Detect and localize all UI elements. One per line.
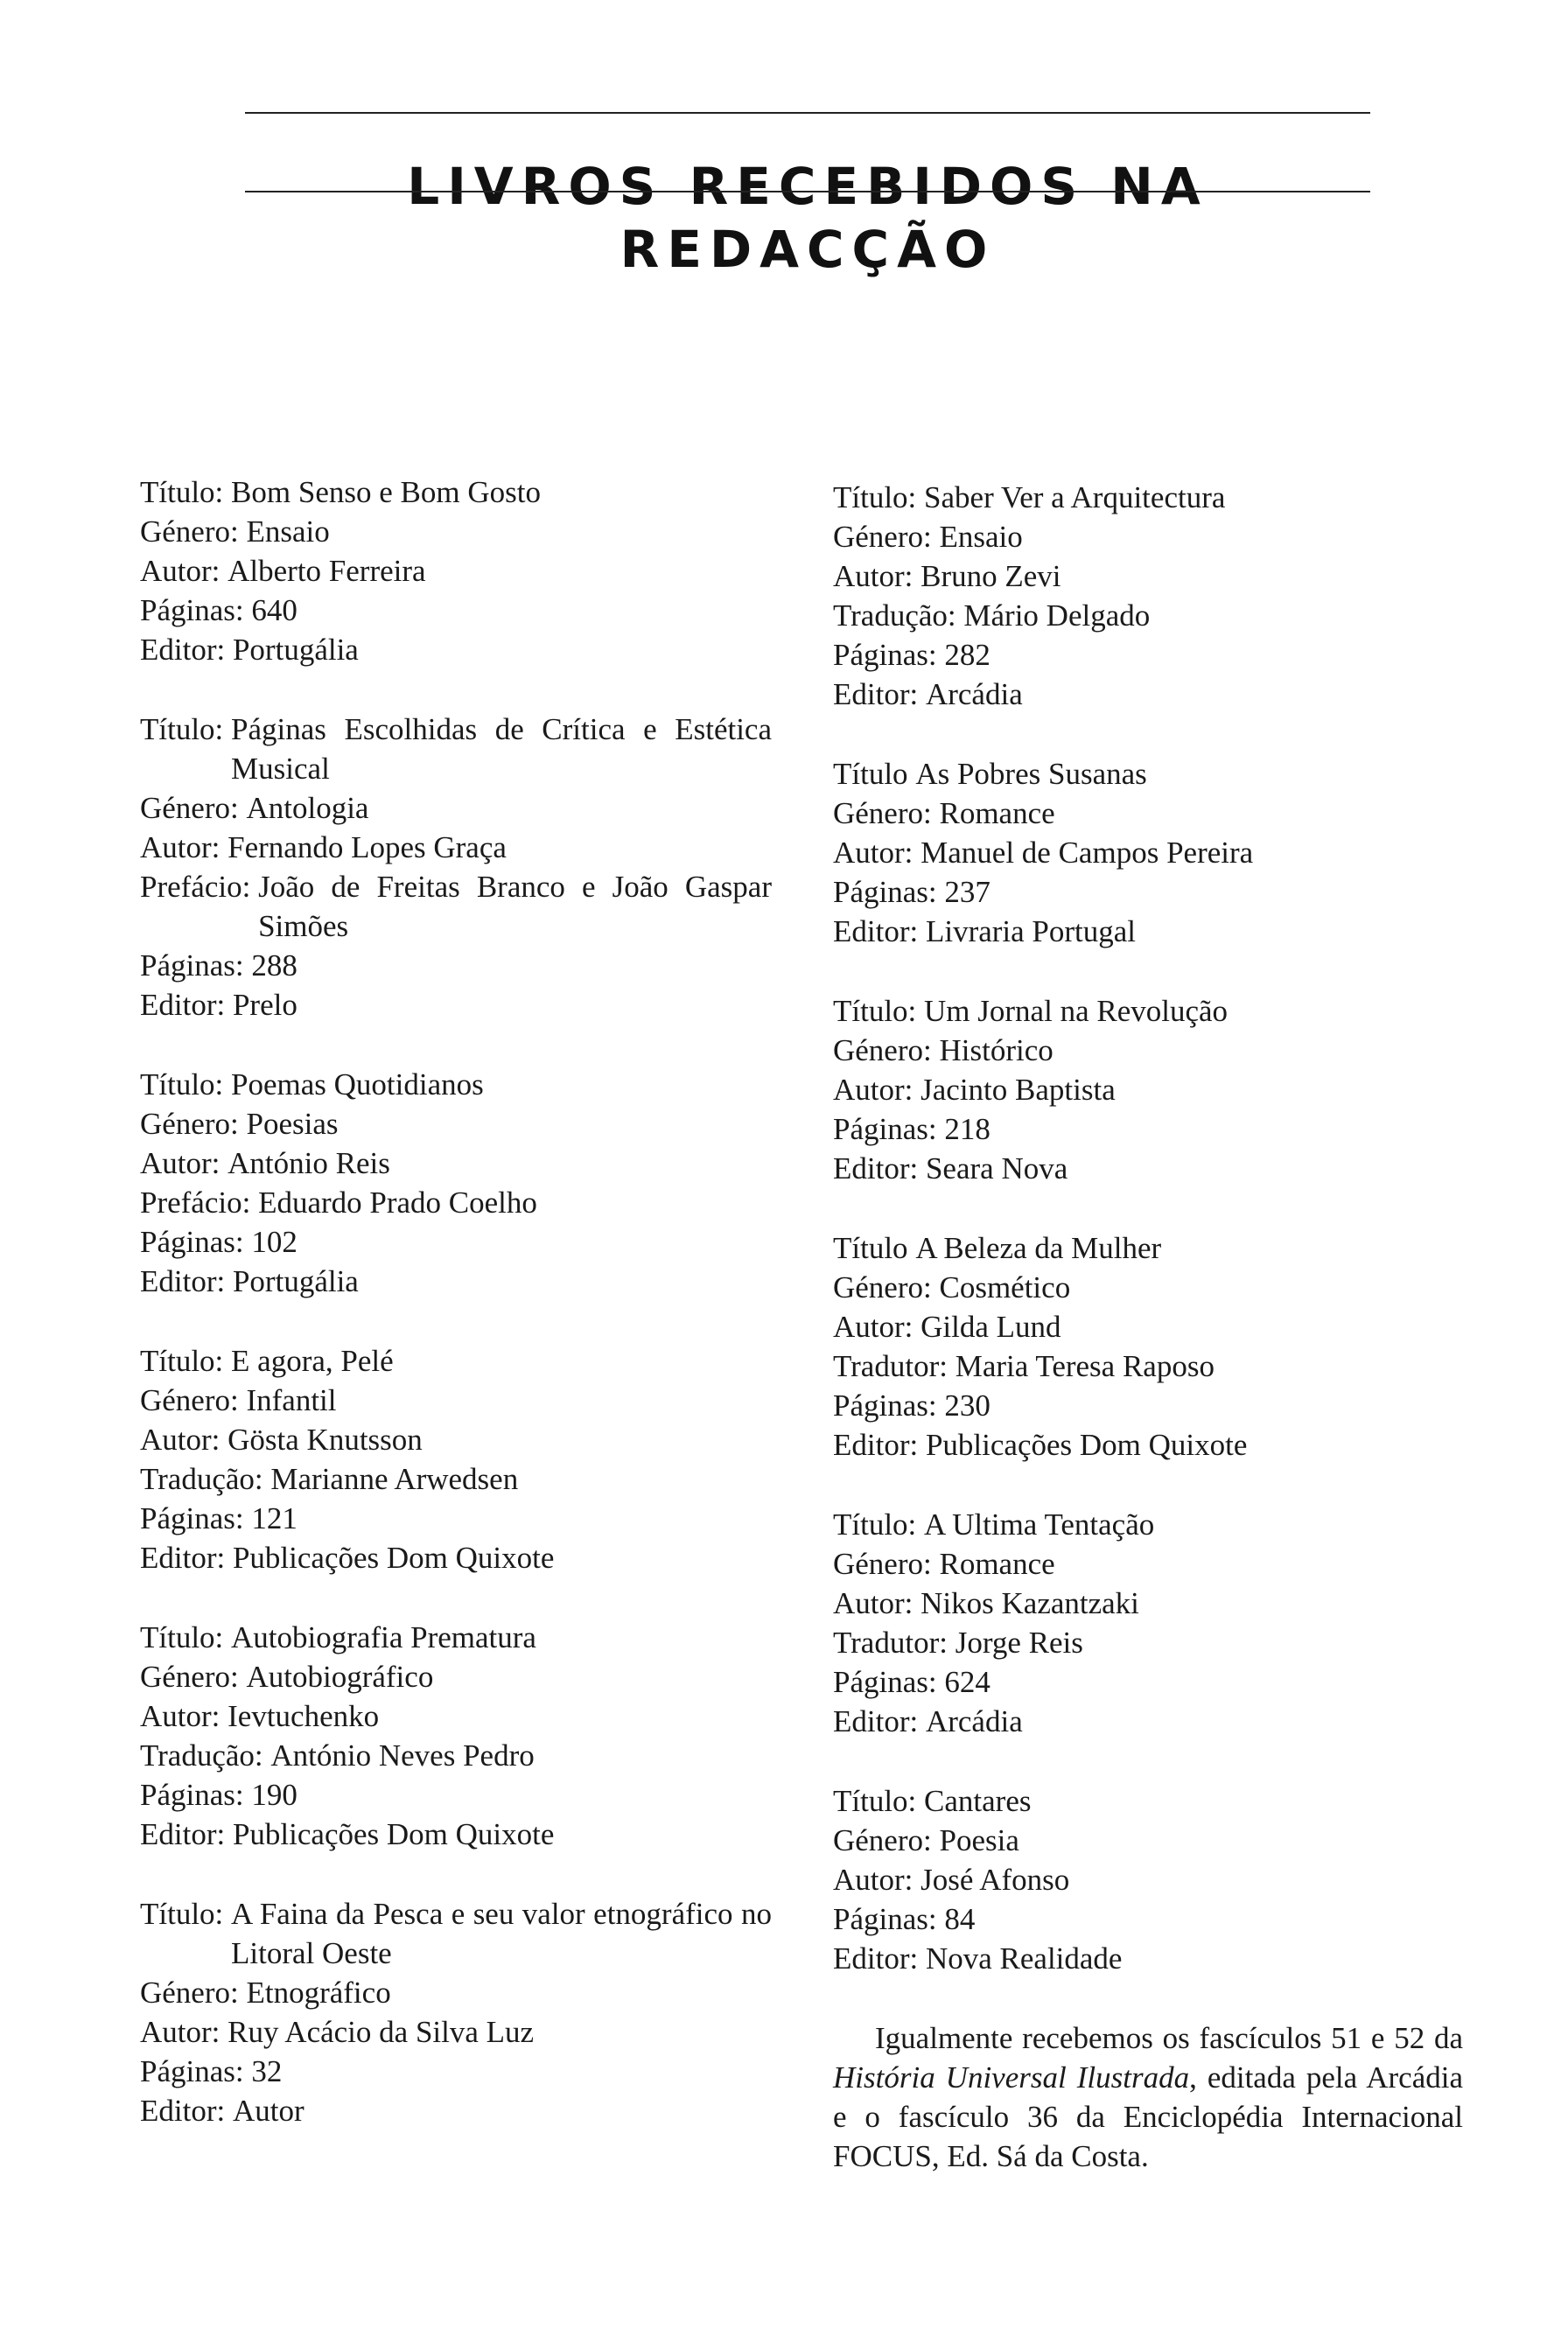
field-label: Autor: bbox=[140, 2015, 220, 2049]
field-value: 121 bbox=[251, 1501, 298, 1535]
entry-field bbox=[833, 872, 1463, 912]
field-label: Tradução: bbox=[140, 1738, 263, 1773]
entry-field bbox=[140, 828, 772, 867]
entry-field bbox=[833, 991, 1463, 1031]
entry-field bbox=[833, 1623, 1463, 1662]
entry-field bbox=[833, 1386, 1463, 1425]
field-value: Cantares bbox=[924, 1784, 1032, 1818]
book-entry bbox=[140, 1618, 772, 1854]
entry-field bbox=[833, 1109, 1463, 1149]
field-value: Infantil bbox=[246, 1383, 337, 1417]
field-label: Título: bbox=[140, 475, 224, 509]
field-label: Páginas: bbox=[140, 2054, 244, 2088]
entry-field bbox=[140, 1499, 772, 1538]
entry-field bbox=[140, 2052, 772, 2091]
field-value: A Ultima Tentação bbox=[924, 1507, 1155, 1542]
field-value: Seara Nova bbox=[925, 1151, 1068, 1185]
field-label: Tradução: bbox=[140, 1462, 263, 1496]
field-label: Género: bbox=[833, 1270, 932, 1304]
field-label: Título: bbox=[833, 994, 917, 1028]
entry-field bbox=[140, 1973, 772, 2012]
field-label: Editor: bbox=[140, 1541, 226, 1575]
right-entries bbox=[833, 478, 1463, 1978]
field-label: Título: bbox=[140, 1620, 224, 1654]
entry-field bbox=[833, 1860, 1463, 1899]
entry-field bbox=[140, 1065, 772, 1104]
field-value: 288 bbox=[251, 948, 298, 983]
book-entry bbox=[140, 1341, 772, 1577]
field-value: Publicações Dom Quixote bbox=[232, 1817, 555, 1851]
field-value: Nikos Kazantzaki bbox=[920, 1586, 1139, 1620]
field-label: Género: bbox=[833, 1823, 932, 1857]
entry-field bbox=[833, 833, 1463, 872]
book-entry bbox=[833, 1228, 1463, 1465]
book-entry bbox=[140, 472, 772, 669]
field-label: Páginas: bbox=[140, 948, 244, 983]
entry-field bbox=[833, 675, 1463, 714]
field-value: 190 bbox=[251, 1778, 298, 1812]
field-value: Um Jornal na Revolução bbox=[924, 994, 1228, 1028]
field-value: Fernando Lopes Graça bbox=[228, 830, 507, 864]
entry-field bbox=[140, 1144, 772, 1183]
field-value: 282 bbox=[944, 638, 990, 672]
field-value: 218 bbox=[944, 1112, 990, 1146]
field-label: Editor: bbox=[833, 677, 919, 711]
heading-rule-bottom bbox=[245, 191, 1370, 192]
field-label: Autor: bbox=[140, 554, 220, 588]
entry-field bbox=[833, 1425, 1463, 1465]
field-label: Autor: bbox=[140, 1699, 220, 1733]
entry-field bbox=[140, 630, 772, 669]
field-label: Tradução: bbox=[833, 598, 956, 633]
field-value: 84 bbox=[944, 1902, 976, 1936]
entry-field bbox=[140, 1696, 772, 1736]
field-label: Título: bbox=[140, 1344, 224, 1378]
field-label: Género: bbox=[833, 796, 932, 830]
closing-note-title: História Universal Ilustrada bbox=[833, 2060, 1190, 2095]
field-value: 624 bbox=[944, 1665, 990, 1699]
entry-field bbox=[833, 1544, 1463, 1584]
entry-field bbox=[833, 912, 1463, 951]
field-value: António Reis bbox=[228, 1146, 390, 1180]
field-value: Arcádia bbox=[925, 1704, 1023, 1738]
field-value: Bom Senso e Bom Gosto bbox=[231, 475, 541, 509]
entry-field bbox=[833, 556, 1463, 596]
field-label: Editor: bbox=[140, 1817, 226, 1851]
entry-field bbox=[833, 1781, 1463, 1821]
book-entry bbox=[833, 754, 1463, 951]
entry-field bbox=[140, 2012, 772, 2052]
entry-field bbox=[140, 867, 772, 946]
field-label: Género: bbox=[833, 520, 932, 554]
field-label: Editor: bbox=[833, 1941, 919, 1976]
field-value: E agora, Pelé bbox=[231, 1344, 394, 1378]
entry-field bbox=[140, 1420, 772, 1459]
field-value: 237 bbox=[944, 875, 990, 909]
field-label: Autor: bbox=[140, 1423, 220, 1457]
entry-field bbox=[833, 1939, 1463, 1978]
field-value: Alberto Ferreira bbox=[228, 554, 426, 588]
field-label: Autor: bbox=[833, 1863, 914, 1897]
field-value: Portugália bbox=[232, 633, 359, 667]
page-title: LIVROS RECEBIDOS NA REDACÇÃO bbox=[407, 156, 1208, 279]
field-label: Autor: bbox=[140, 1146, 220, 1180]
field-label: Autor: bbox=[833, 836, 914, 870]
field-value: Autor bbox=[232, 2094, 304, 2128]
entry-field bbox=[140, 788, 772, 828]
entry-field bbox=[833, 1702, 1463, 1741]
field-label: Autor: bbox=[833, 1310, 914, 1344]
field-value: Poemas Quotidianos bbox=[231, 1067, 484, 1102]
field-label: Título: bbox=[833, 1784, 917, 1818]
entry-field bbox=[140, 1381, 772, 1420]
entry-field bbox=[140, 1775, 772, 1815]
field-label: Editor: bbox=[140, 2094, 226, 2128]
field-label: Páginas: bbox=[833, 1112, 937, 1146]
book-entry bbox=[140, 1065, 772, 1301]
field-label: Prefácio: bbox=[140, 870, 251, 904]
entry-field bbox=[140, 512, 772, 551]
entry-field bbox=[140, 472, 772, 512]
entry-field bbox=[833, 1899, 1463, 1939]
entry-field bbox=[833, 1505, 1463, 1544]
field-label: Título: bbox=[140, 712, 224, 746]
field-label: Autor: bbox=[833, 1586, 914, 1620]
field-value: Ensaio bbox=[939, 520, 1023, 554]
field-label: Género: bbox=[833, 1033, 932, 1067]
field-value: João de Freitas Branco e João Gaspar Simões bbox=[258, 870, 772, 943]
entry-field bbox=[140, 1618, 772, 1657]
entry-field bbox=[140, 985, 772, 1025]
field-label: Género: bbox=[833, 1547, 932, 1581]
entry-field bbox=[833, 794, 1463, 833]
field-value: Saber Ver a Arquitectura bbox=[924, 480, 1226, 514]
field-value: Gösta Knutsson bbox=[228, 1423, 423, 1457]
book-entry bbox=[140, 710, 772, 1025]
book-entry bbox=[833, 478, 1463, 714]
entry-field bbox=[140, 1183, 772, 1222]
book-entry bbox=[833, 991, 1463, 1188]
field-label: Género: bbox=[140, 514, 239, 549]
entry-field bbox=[140, 1657, 772, 1696]
field-label: Páginas: bbox=[140, 1501, 244, 1535]
field-label: Páginas: bbox=[833, 638, 937, 672]
field-label: Tradutor: bbox=[833, 1626, 948, 1660]
field-label: Tradutor: bbox=[833, 1349, 948, 1383]
field-label: Editor: bbox=[833, 914, 919, 948]
field-label: Género: bbox=[140, 1383, 239, 1417]
field-value: Poesias bbox=[246, 1107, 339, 1141]
closing-note bbox=[833, 2018, 1463, 2176]
field-label: Título: bbox=[833, 1507, 917, 1542]
field-value: Poesia bbox=[939, 1823, 1019, 1857]
field-value: Eduardo Prado Coelho bbox=[258, 1185, 537, 1220]
entry-field bbox=[140, 1815, 772, 1854]
field-value: As Pobres Susanas bbox=[915, 757, 1147, 791]
field-value: A Beleza da Mulher bbox=[915, 1231, 1162, 1265]
field-value: Marianne Arwedsen bbox=[270, 1462, 519, 1496]
field-label: Título: bbox=[140, 1897, 224, 1931]
field-value: 32 bbox=[251, 2054, 283, 2088]
entry-field bbox=[833, 754, 1463, 794]
field-value: Jorge Reis bbox=[955, 1626, 1083, 1660]
field-value: 102 bbox=[251, 1225, 298, 1259]
field-value: Publicações Dom Quixote bbox=[925, 1428, 1248, 1462]
field-value: Maria Teresa Raposo bbox=[955, 1349, 1214, 1383]
field-label: Editor: bbox=[833, 1704, 919, 1738]
field-value: António Neves Pedro bbox=[270, 1738, 535, 1773]
field-label: Editor: bbox=[140, 633, 226, 667]
field-value: 230 bbox=[944, 1388, 990, 1423]
field-label: Páginas: bbox=[140, 1778, 244, 1812]
book-entry bbox=[833, 1781, 1463, 1978]
entry-field bbox=[833, 596, 1463, 635]
field-value: 640 bbox=[251, 593, 298, 627]
entry-field bbox=[833, 1268, 1463, 1307]
entry-field bbox=[833, 1070, 1463, 1109]
field-label: Editor: bbox=[140, 988, 226, 1022]
field-label: Título bbox=[833, 757, 908, 791]
book-entry bbox=[833, 1505, 1463, 1741]
entry-field bbox=[140, 1894, 772, 1973]
field-value: Publicações Dom Quixote bbox=[232, 1541, 555, 1575]
field-value: Autobiografia Prematura bbox=[231, 1620, 536, 1654]
field-label: Género: bbox=[140, 1976, 239, 2010]
field-label: Título: bbox=[140, 1067, 224, 1102]
field-value: Arcádia bbox=[925, 677, 1023, 711]
field-label: Género: bbox=[140, 791, 239, 825]
entry-field bbox=[833, 1031, 1463, 1070]
field-value: Ruy Acácio da Silva Luz bbox=[228, 2015, 535, 2049]
entry-field bbox=[833, 1662, 1463, 1702]
field-label: Autor: bbox=[833, 559, 914, 593]
entry-field bbox=[140, 1538, 772, 1577]
field-value: José Afonso bbox=[920, 1863, 1070, 1897]
field-value: Livraria Portugal bbox=[925, 914, 1137, 948]
field-label: Páginas: bbox=[833, 1388, 937, 1423]
field-label: Autor: bbox=[140, 830, 220, 864]
field-value: Jacinto Baptista bbox=[920, 1073, 1116, 1107]
heading-rule-top bbox=[245, 112, 1370, 114]
entry-field bbox=[140, 1459, 772, 1499]
entry-field bbox=[140, 710, 772, 788]
field-label: Páginas: bbox=[833, 1665, 937, 1699]
field-value: Ensaio bbox=[246, 514, 330, 549]
field-value: Prelo bbox=[232, 988, 298, 1022]
field-label: Prefácio: bbox=[140, 1185, 251, 1220]
field-label: Editor: bbox=[833, 1428, 919, 1462]
entry-field bbox=[833, 635, 1463, 675]
field-label: Género: bbox=[140, 1660, 239, 1694]
entry-field bbox=[140, 1222, 772, 1262]
field-value: Ievtuchenko bbox=[228, 1699, 380, 1733]
field-value: Cosmético bbox=[939, 1270, 1071, 1304]
field-label: Páginas: bbox=[140, 593, 244, 627]
field-value: Bruno Zevi bbox=[920, 559, 1061, 593]
right-column bbox=[833, 478, 1463, 2207]
field-label: Autor: bbox=[833, 1073, 914, 1107]
entry-field bbox=[833, 1821, 1463, 1860]
book-entry bbox=[140, 1894, 772, 2130]
field-value: Portugália bbox=[232, 1264, 359, 1298]
entry-field bbox=[833, 1584, 1463, 1623]
entry-field bbox=[140, 551, 772, 591]
entry-field bbox=[140, 591, 772, 630]
field-value: Páginas Escolhidas de Crítica e Estética Musical bbox=[231, 712, 772, 786]
field-value: Gilda Lund bbox=[920, 1310, 1061, 1344]
field-value: Autobiográfico bbox=[246, 1660, 434, 1694]
field-label: Editor: bbox=[140, 1264, 226, 1298]
field-label: Páginas: bbox=[140, 1225, 244, 1259]
closing-note-text-2: , editada pela Arcádia e o fascículo 36 da Enciclopédia Internacional FOCUS, Ed. Sá da Costa. bbox=[833, 2060, 1463, 2173]
entry-field bbox=[833, 1307, 1463, 1346]
field-label: Editor: bbox=[833, 1151, 919, 1185]
field-value: Histórico bbox=[939, 1033, 1054, 1067]
left-column bbox=[140, 472, 772, 2171]
field-label: Título: bbox=[833, 480, 917, 514]
entry-field bbox=[833, 1346, 1463, 1386]
entry-field bbox=[833, 517, 1463, 556]
closing-note-text-1: Igualmente recebemos os fascículos 51 e 52 da bbox=[875, 2021, 1463, 2055]
entry-field bbox=[140, 1104, 772, 1144]
field-value: Mário Delgado bbox=[963, 598, 1151, 633]
entry-field bbox=[140, 1736, 772, 1775]
entry-field bbox=[140, 1341, 772, 1381]
entry-field bbox=[833, 1149, 1463, 1188]
field-value: Antologia bbox=[246, 791, 369, 825]
entry-field bbox=[833, 1228, 1463, 1268]
entry-field bbox=[833, 478, 1463, 517]
field-value: Romance bbox=[939, 796, 1055, 830]
field-value: Nova Realidade bbox=[925, 1941, 1123, 1976]
field-label: Páginas: bbox=[833, 1902, 937, 1936]
field-value: Manuel de Campos Pereira bbox=[920, 836, 1254, 870]
entry-field bbox=[140, 946, 772, 985]
entry-field bbox=[140, 2091, 772, 2130]
field-value: Romance bbox=[939, 1547, 1055, 1581]
field-value: Etnográfico bbox=[246, 1976, 391, 2010]
entry-field bbox=[140, 1262, 772, 1301]
field-label: Título bbox=[833, 1231, 908, 1265]
field-label: Páginas: bbox=[833, 875, 937, 909]
field-value: A Faina da Pesca e seu valor etnográfico no Litoral Oeste bbox=[231, 1897, 772, 1970]
field-label: Género: bbox=[140, 1107, 239, 1141]
